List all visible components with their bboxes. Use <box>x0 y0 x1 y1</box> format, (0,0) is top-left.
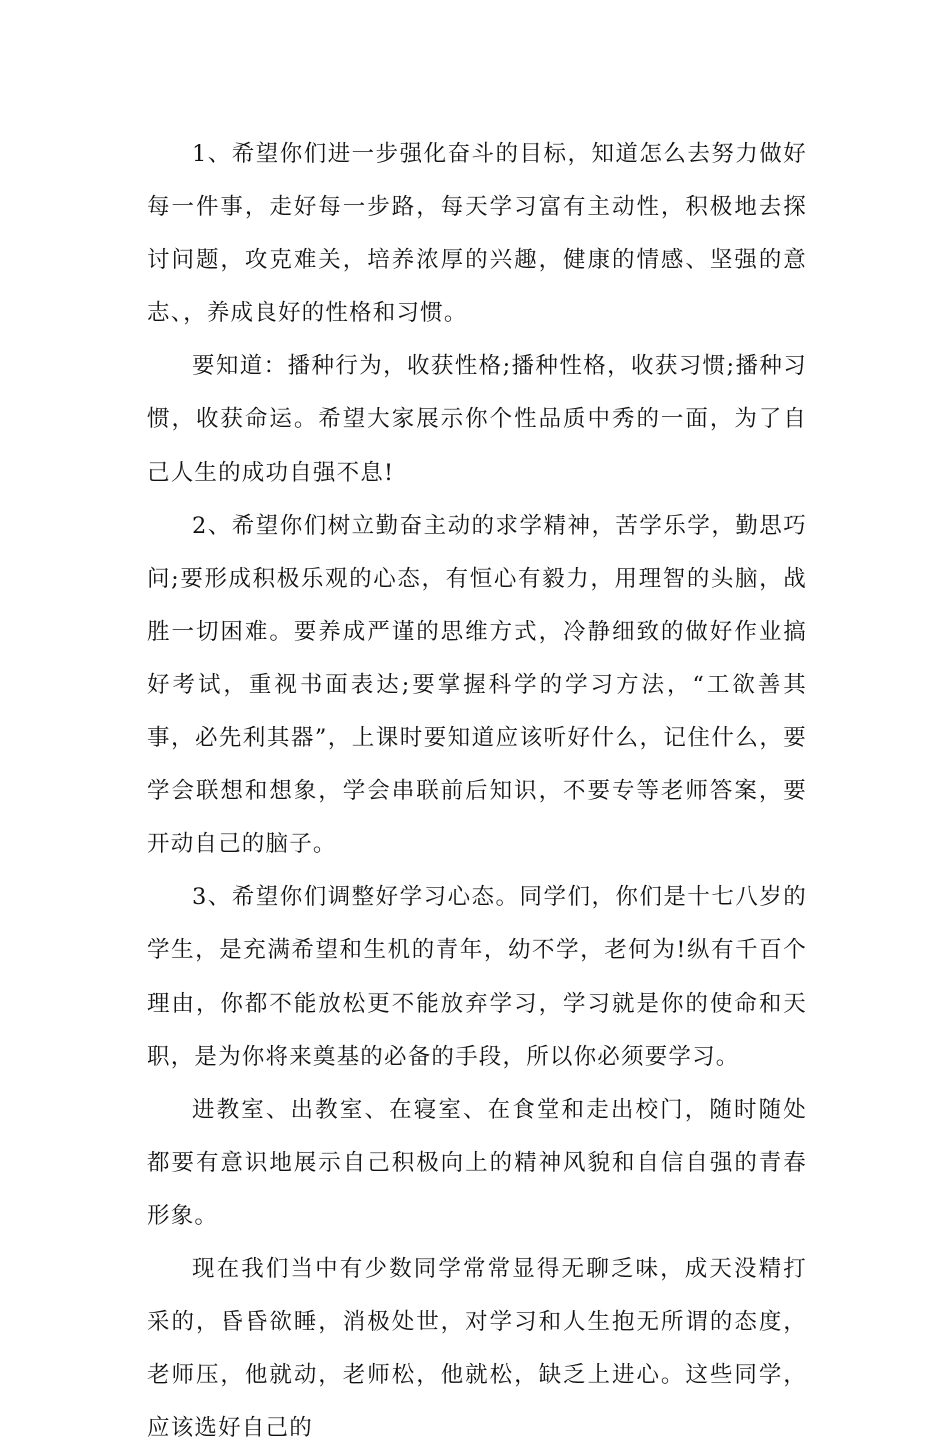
paragraph-study-mindset: 3、希望你们调整好学习心态。同学们，你们是十七八岁的学生，是充满希望和生机的青年，幼不学，老何为!纵有千百个理由，你都不能放松更不能放弃学习，学习就是你的使命和天职，是为你将来奠基的必备的手段，所以你必须要学习。 <box>147 884 807 1070</box>
paragraph-diligent-study-spirit: 2、希望你们树立勤奋主动的求学精神，苦学乐学，勤思巧问;要形成积极乐观的心态，有恒心有毅力，用理智的头脑，战胜一切困难。要养成严谨的思维方式，冷静细致的做好作业搞好考试，重视书面表达;要掌握科学的学习方法，“工欲善其事，必先利其器”，上课时要知道应该听好什么，记住什么，要学会联想和想象，学会串联前后知识，不要专等老师答案，要开动自己的脑子。 <box>147 512 807 858</box>
paragraph-goal-strengthening: 1、希望你们进一步强化奋斗的目标，知道怎么去努力做好每一件事，走好每一步路，每天学习富有主动性，积极地去探讨问题，攻克难关，培养浓厚的兴趣，健康的情感、坚强的意志、，养成良好的性格和习惯。 <box>147 141 807 327</box>
paragraph-lack-of-motivation: 现在我们当中有少数同学常常显得无聊乏味，成天没精打采的，昏昏欲睡，消极处世，对学习和人生抱无所谓的态度，老师压，他就动，老师松，他就松，缺乏上进心。这些同学，应该选好自己的 <box>147 1255 807 1442</box>
document-body <box>147 128 807 1455</box>
paragraph-youthful-image: 进教室、出教室、在寝室、在食堂和走出校门，随时随处都要有意识地展示自己积极向上的精神风貌和自信自强的青春形象。 <box>147 1096 807 1229</box>
paragraph-habit-destiny: 要知道：播种行为，收获性格;播种性格，收获习惯;播种习惯，收获命运。希望大家展示你个性品质中秀的一面，为了自己人生的成功自强不息! <box>147 353 807 486</box>
